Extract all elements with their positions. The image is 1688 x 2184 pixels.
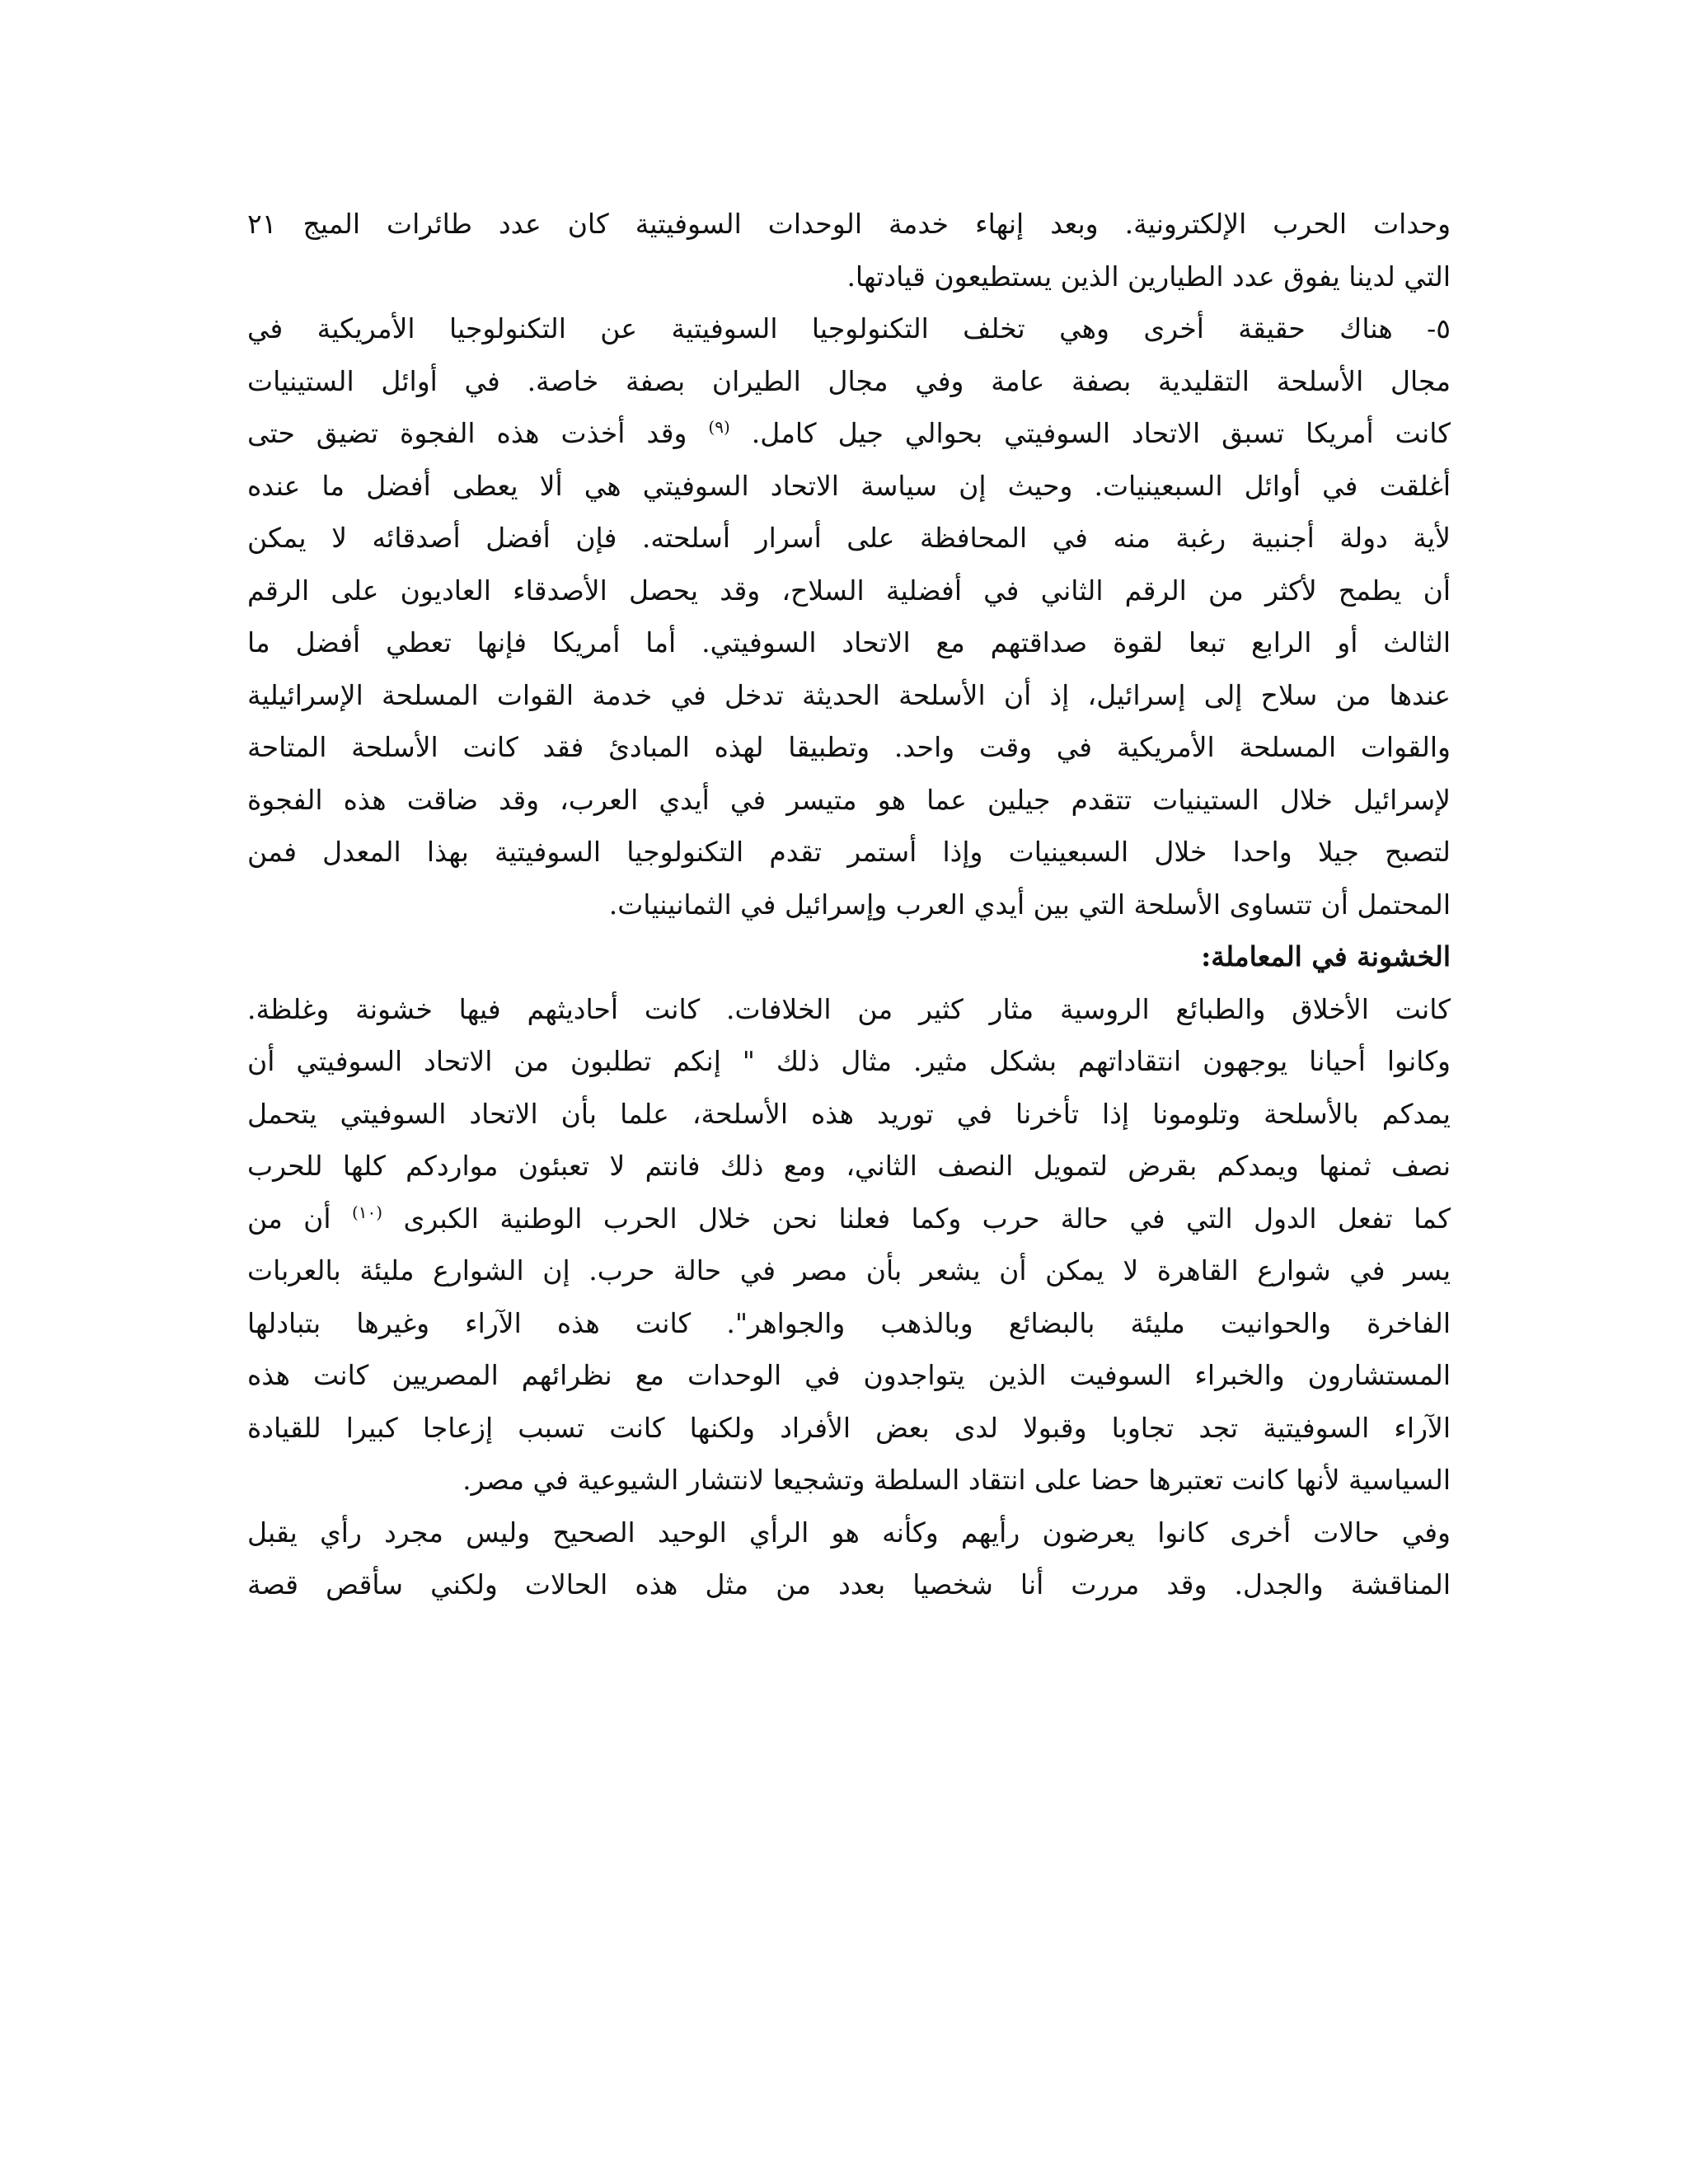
text-line: الآراء السوفيتية تجد تجاوبا وقبولا لدى بعض الأفراد ولكنها كانت تسبب إزعاجا كبيرا للقيادة xyxy=(247,1411,1451,1444)
section-heading: الخشونة في المعاملة: xyxy=(1201,940,1451,972)
text-line: لتصبح جيلا واحدا خلال السبعينيات وإذا أستمر تقدم التكنولوجيا السوفيتية بهذا المعدل فمن xyxy=(247,836,1451,868)
text-line: الثالث أو الرابع تبعا لقوة صداقتهم مع الاتحاد السوفيتي. أما أمريكا فإنها تعطي أفضل ما xyxy=(247,626,1451,658)
body-text xyxy=(247,198,1451,1611)
text-line: مجال الأسلحة التقليدية بصفة عامة وفي مجال الطيران بصفة خاصة. في أوائل الستينيات xyxy=(247,364,1451,397)
text-segment: أن من xyxy=(247,1202,331,1235)
text-line-with-footnote xyxy=(247,407,1451,460)
text-segment: كانت أمريكا تسبق الاتحاد السوفيتي بحوالي جيل كامل. xyxy=(751,417,1451,449)
text-line: وحدات الحرب الإلكترونية. وبعد إنهاء خدمة الوحدات السوفيتية كان عدد طائرات الميج ٢١ xyxy=(247,208,1451,240)
text-line: المحتمل أن تتساوى الأسلحة التي بين أيدي العرب وإسرائيل في الثمانينيات. xyxy=(608,888,1451,921)
footnote-ref-10: (١٠) xyxy=(351,1202,383,1222)
text-line: وكانوا أحيانا يوجهون انتقاداتهم بشكل مثير. مثال ذلك " إنكم تطلبون من الاتحاد السوفيتي أن xyxy=(247,1045,1451,1077)
text-segment: كما تفعل الدول التي في حالة حرب وكما فعلنا نحن خلال الحرب الوطنية الكبرى xyxy=(403,1202,1451,1235)
text-line: لإسرائيل خلال الستينيات تتقدم جيلين عما هو متيسر في أيدي العرب، وقد ضاقت هذه الفجوة xyxy=(247,783,1451,816)
text-line: والقوات المسلحة الأمريكية في وقت واحد. وتطبيقا لهذه المبادئ فقد كانت الأسلحة المتاحة xyxy=(247,731,1451,763)
text-line: وفي حالات أخرى كانوا يعرضون رأيهم وكأنه هو الرأي الوحيد الصحيح وليس مجرد رأي يقبل xyxy=(247,1516,1451,1549)
text-line-with-footnote xyxy=(247,1193,1451,1245)
text-line: عندها من سلاح إلى إسرائيل، إذ أن الأسلحة الحديثة تدخل في خدمة القوات المسلحة الإسرائيلية xyxy=(247,678,1451,711)
text-line: نصف ثمنها ويمدكم بقرض لتمويل النصف الثاني، ومع ذلك فانتم لا تعبئون مواردكم كلها للحرب xyxy=(247,1150,1451,1182)
text-line: ٥- هناك حقيقة أخرى وهي تخلف التكنولوجيا السوفيتية عن التكنولوجيا الأمريكية في xyxy=(247,312,1451,344)
footnote-ref-9: (٩) xyxy=(708,417,730,437)
text-line: التي لدينا يفوق عدد الطيارين الذين يستطيعون قيادتها. xyxy=(846,260,1451,293)
text-line: كانت الأخلاق والطبائع الروسية مثار كثير من الخلافات. كانت أحاديثهم فيها خشونة وغلظة. xyxy=(247,992,1451,1025)
text-line: أغلقت في أوائل السبعينيات. وحيث إن سياسة الاتحاد السوفيتي هي ألا يعطى أفضل ما عنده xyxy=(247,469,1451,502)
text-segment: وقد أخذت هذه الفجوة تضيق حتى xyxy=(247,417,687,449)
text-line: يسر في شوارع القاهرة لا يمكن أن يشعر بأن مصر في حالة حرب. إن الشوارع مليئة بالعربات xyxy=(247,1254,1451,1286)
text-line: يمدكم بالأسلحة وتلومونا إذا تأخرنا في توريد هذه الأسلحة، علما بأن الاتحاد السوفيتي يتحمل xyxy=(247,1097,1451,1130)
text-line: لأية دولة أجنبية رغبة منه في المحافظة على أسرار أسلحته. فإن أفضل أصدقائه لا يمكن xyxy=(247,522,1451,554)
text-line: الفاخرة والحوانيت مليئة بالبضائع وبالذهب والجواهر". كانت هذه الآراء وغيرها بتبادلها xyxy=(247,1306,1451,1339)
text-line: أن يطمح لأكثر من الرقم الثاني في أفضلية السلاح، وقد يحصل الأصدقاء العاديون على الرقم xyxy=(247,574,1451,607)
text-line: المناقشة والجدل. وقد مررت أنا شخصيا بعدد من مثل هذه الحالات ولكني سأقص قصة xyxy=(247,1568,1451,1601)
text-line: المستشارون والخبراء السوفيت الذين يتواجدون في الوحدات مع نظرائهم المصريين كانت هذه xyxy=(247,1359,1451,1391)
text-line: السياسية لأنها كانت تعتبرها حضا على انتقاد السلطة وتشجيعا لانتشار الشيوعية في مصر. xyxy=(462,1464,1451,1496)
